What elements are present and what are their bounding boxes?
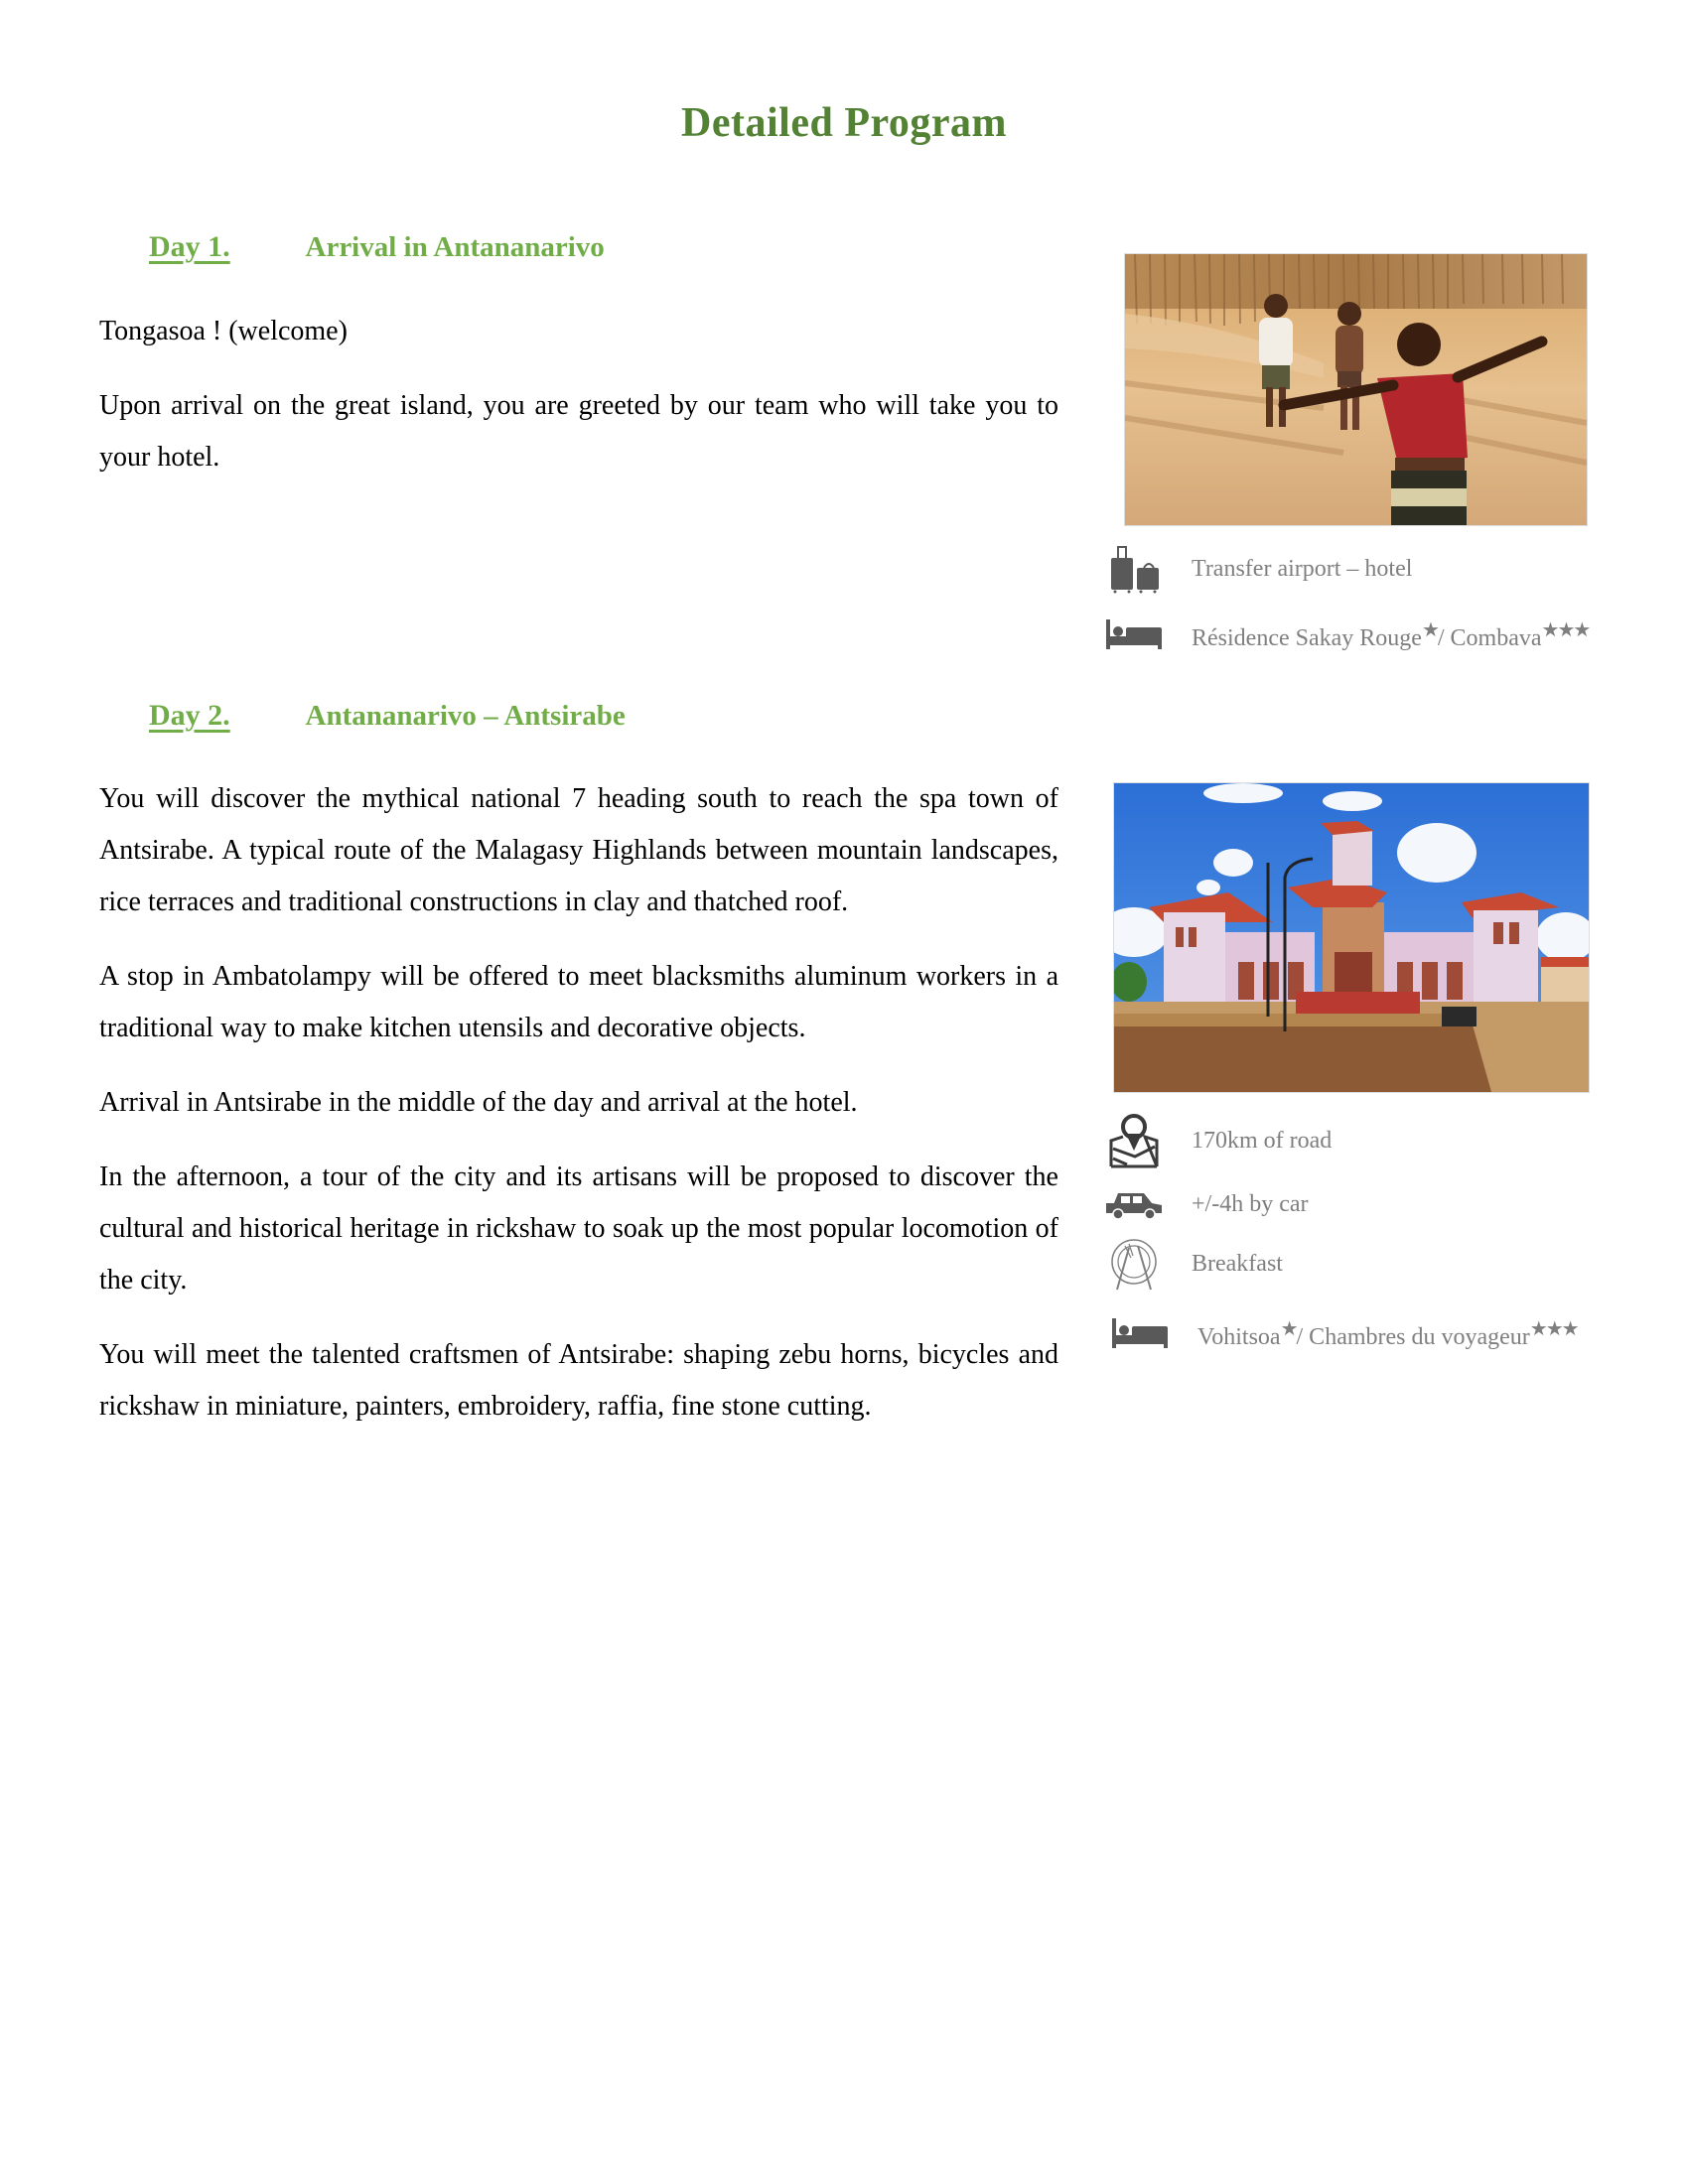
star-rating-icon: ★ (1421, 618, 1438, 641)
hotel-text (1192, 617, 1589, 652)
hotel-name-1: Vohitsoa (1197, 1323, 1281, 1350)
day-2-paragraph: You will meet the talented craftsmen of Antsirabe: shaping zebu horns, bicycles and rickshaw in miniature, painters, embroidery, raffia, fine stone cutting. (99, 1339, 1058, 1422)
map-pin-icon (1104, 1116, 1164, 1165)
day-1-photo (1124, 253, 1588, 526)
day-1-paragraph: Upon arrival on the great island, you are greeted by our team who will take you to your hotel. (99, 390, 1058, 473)
distance-text: 170km of road (1192, 1127, 1333, 1154)
bed-icon (1104, 610, 1164, 659)
duration-text: +/-4h by car (1192, 1190, 1309, 1217)
day-2-heading (149, 699, 626, 733)
meal-text: Breakfast (1192, 1250, 1283, 1277)
day-1-info-hotel (1104, 610, 1589, 659)
hotel-name-2: / Combava (1437, 624, 1542, 651)
day-2-label: Day 2. (149, 699, 230, 732)
star-rating-icon: ★★★ (1541, 618, 1590, 641)
day-2-title: Antananarivo – Antsirabe (305, 700, 626, 732)
day-1-label: Day 1. (149, 230, 230, 263)
hotel-text (1197, 1316, 1578, 1351)
day-1-info-transfer (1104, 544, 1412, 594)
day-1-body (99, 306, 1058, 506)
day-2-paragraph: In the afternoon, a tour of the city and its artisans will be proposed to discover the cultural and historical heritage in rickshaw to soak up the most popular locomotion of the city. (99, 1161, 1058, 1296)
day-1-paragraph: Tongasoa ! (welcome) (99, 316, 348, 346)
day-2-paragraph: You will discover the mythical national 7 heading south to reach the spa town of Antsirabe. A typical route of the Malagasy Highlands between mountain landscapes, rice terraces and traditional constructions in clay and thatched roof. (99, 783, 1058, 917)
page-title: Detailed Program (681, 100, 1007, 146)
day-2-info-duration (1104, 1179, 1309, 1229)
day-2-info-distance (1104, 1116, 1332, 1165)
hotel-name-2: / Chambres du voyageur (1296, 1323, 1530, 1350)
car-icon (1104, 1179, 1164, 1229)
day-2-photo (1113, 782, 1590, 1093)
day-2-body (99, 773, 1058, 1455)
hotel-name-1: Résidence Sakay Rouge (1192, 624, 1422, 651)
star-rating-icon: ★ (1280, 1317, 1297, 1340)
day-2-paragraph: Arrival in Antsirabe in the middle of the day and arrival at the hotel. (99, 1087, 858, 1118)
plate-cutlery-icon (1104, 1239, 1164, 1289)
day-1-title: Arrival in Antananarivo (305, 231, 605, 263)
star-rating-icon: ★★★ (1529, 1317, 1578, 1340)
day-2-info-meal (1104, 1239, 1283, 1289)
transfer-text: Transfer airport – hotel (1192, 555, 1413, 582)
luggage-icon (1104, 544, 1164, 594)
day-2-paragraph: A stop in Ambatolampy will be offered to meet blacksmiths aluminum workers in a traditional way to make kitchen utensils and decorative objects. (99, 961, 1058, 1043)
day-2-info-hotel (1110, 1308, 1578, 1358)
bed-icon (1110, 1308, 1170, 1358)
day-1-heading (149, 230, 605, 264)
